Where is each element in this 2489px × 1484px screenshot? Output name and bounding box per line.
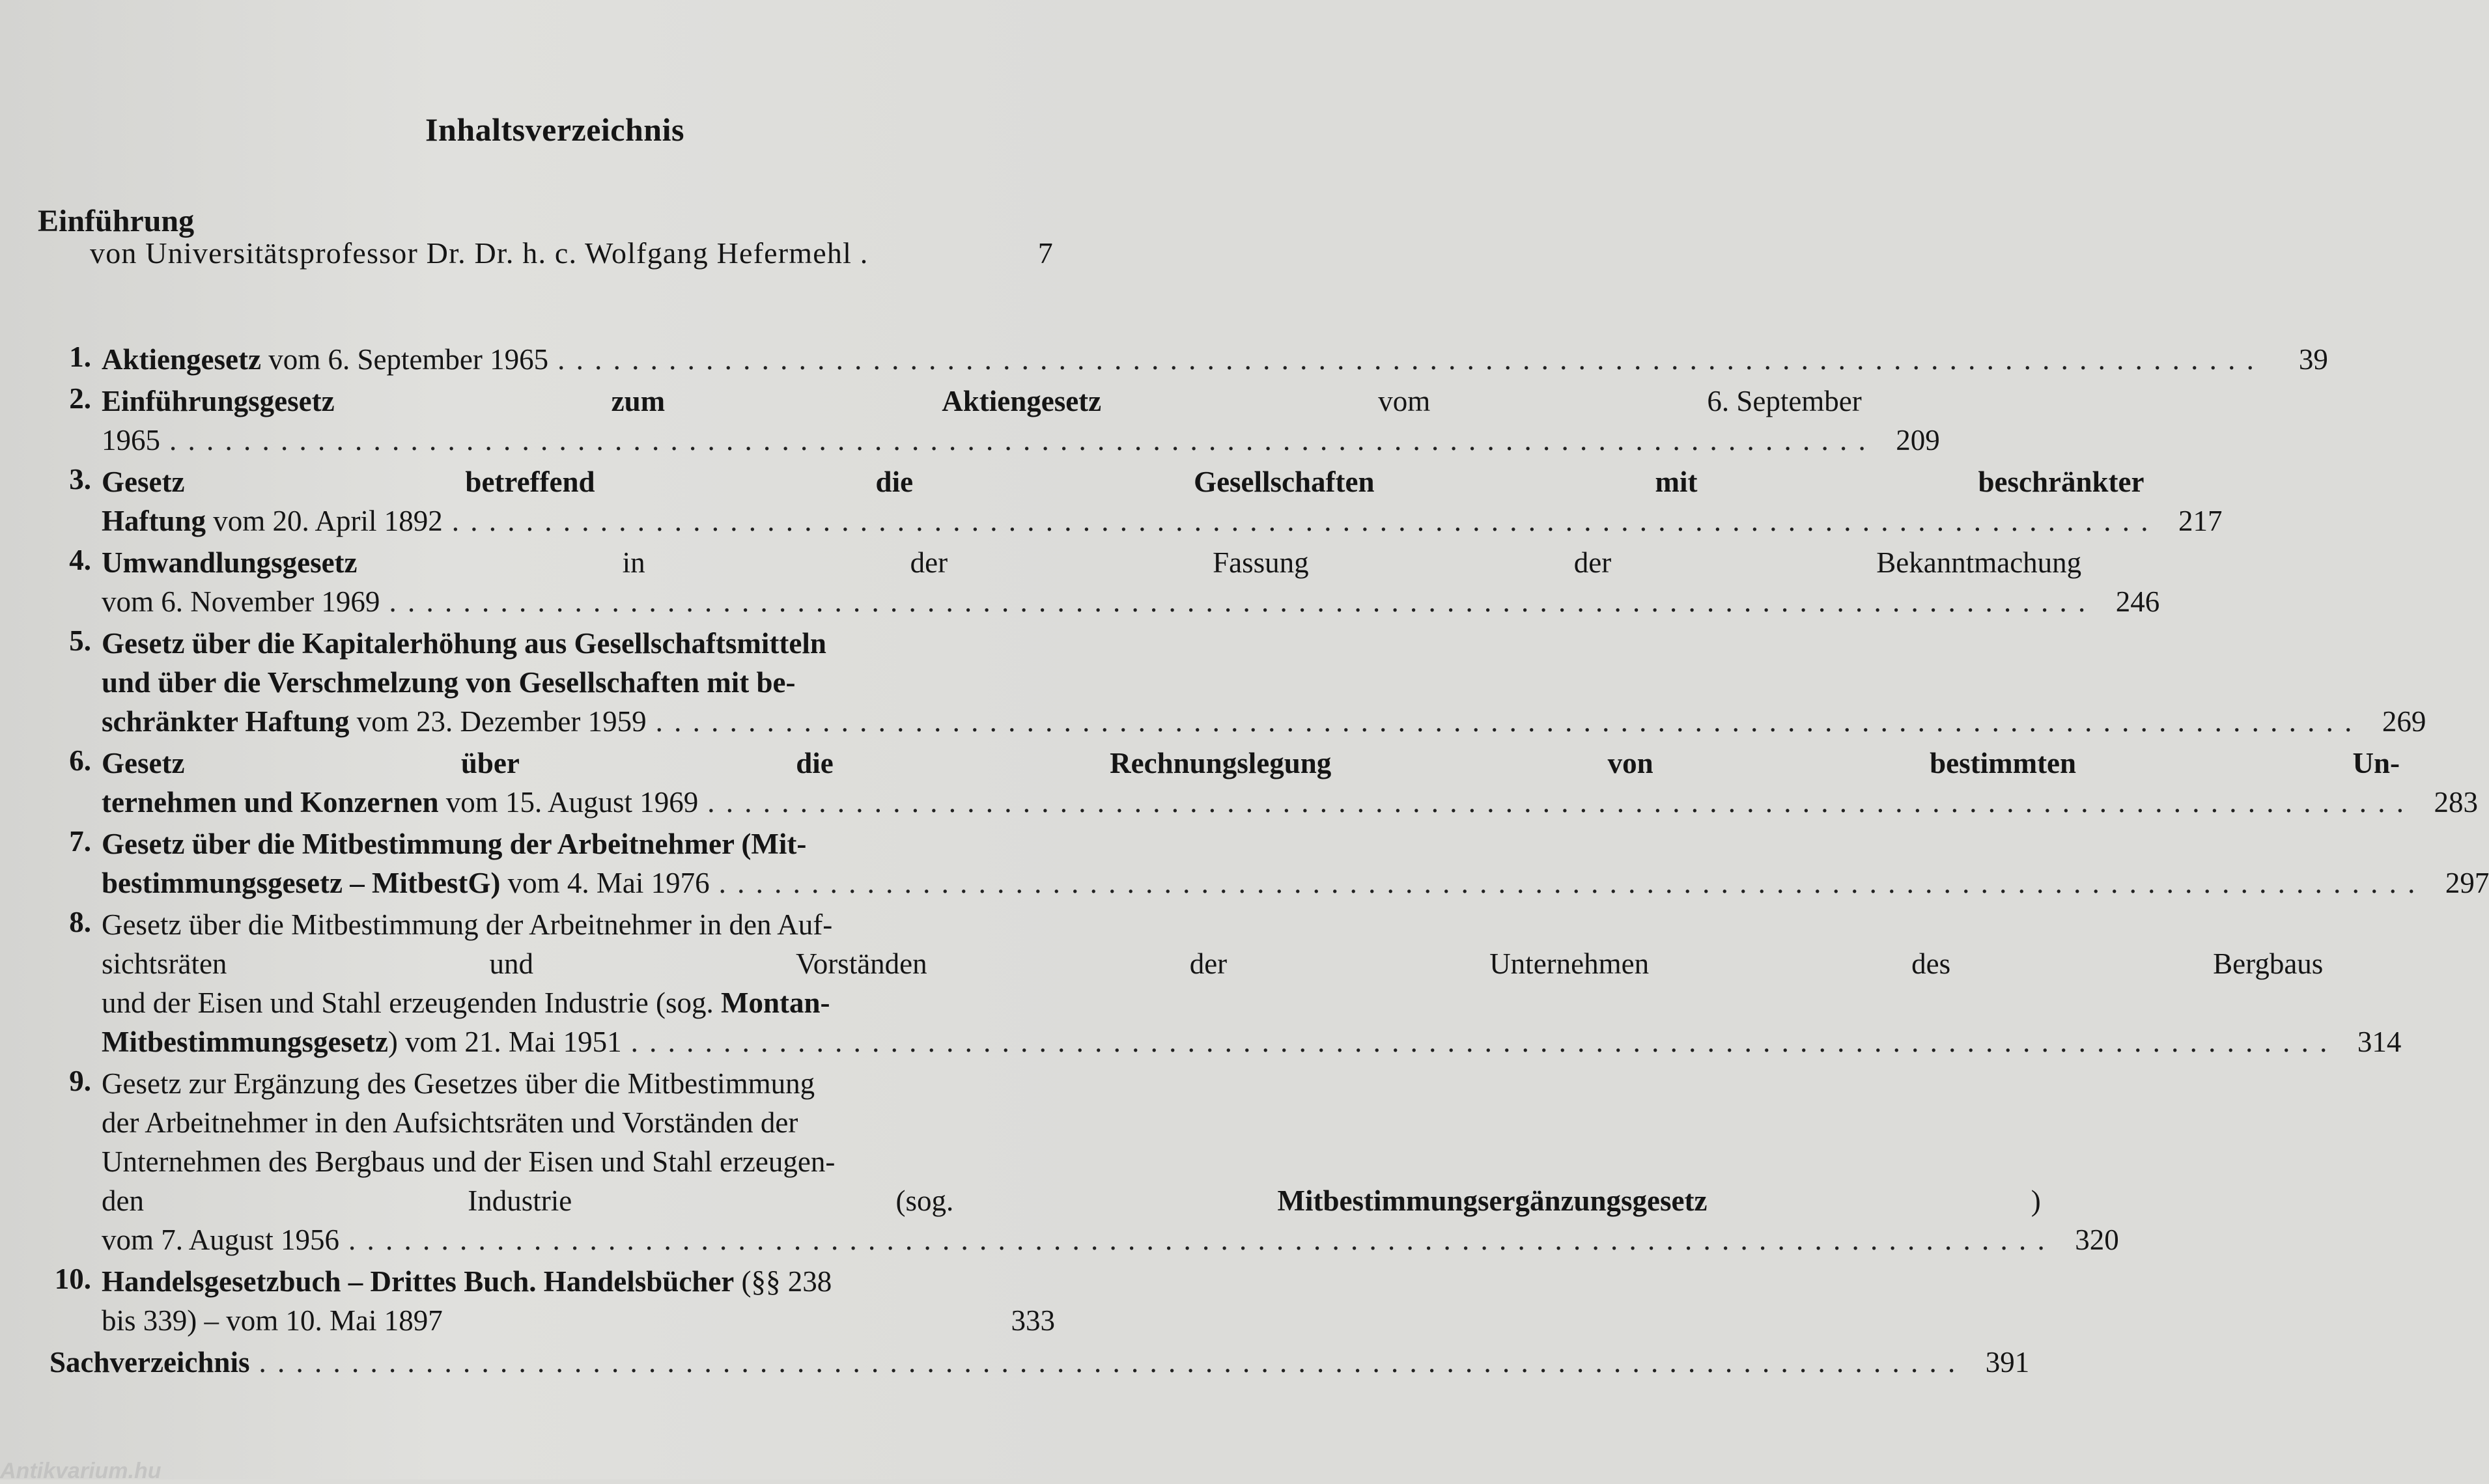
entry-text-run: der Arbeitnehmer in den Aufsichtsräten und Vorständen der: [102, 1106, 798, 1139]
entry-text-run: vom 4. Mai 1976: [500, 867, 710, 899]
entry-title-bold: zum: [611, 385, 666, 417]
entry-line-text: [102, 783, 698, 822]
entry-text-run: Unternehmen des Bergbaus und der Eisen und Stahl erzeugen-: [102, 1145, 836, 1178]
entry-line-text: [102, 421, 160, 460]
entry-line: [102, 382, 1940, 421]
entry-line-text: [102, 905, 832, 944]
entry-text-run: ) vom 21. Mai 1951: [387, 1026, 622, 1058]
toc-entry: [52, 905, 2402, 1061]
entry-line: [102, 824, 2489, 863]
dot-leader: [169, 421, 1866, 460]
toc-entry: [52, 624, 2426, 741]
dot-leader: [707, 783, 2404, 822]
entry-text-run: Gesetz zur Ergänzung des Gesetzes über die Mitbestimmung: [102, 1067, 815, 1100]
entry-line: [102, 905, 2401, 944]
entry-text-run: (§§ 238: [734, 1265, 832, 1298]
entry-line: [102, 340, 2328, 379]
entry-line: [102, 702, 2426, 741]
entry-text-run: (sog.: [895, 1184, 954, 1217]
entry-text-run: ): [2031, 1184, 2041, 1217]
entry-line: [102, 983, 2401, 1022]
dot-leader: [259, 1343, 1955, 1382]
entry-title-bold: Gesetz: [102, 466, 185, 498]
entry-text-run: Industrie: [468, 1184, 572, 1217]
entry-line: [102, 1103, 2119, 1142]
entry-title-bold: Mitbestimmungsgesetz: [102, 1026, 388, 1058]
entry-title-bold: Aktiengesetz: [942, 385, 1102, 417]
entry-text: [102, 462, 2223, 540]
entry-text-run: bis 339) – vom 10. Mai 1897: [102, 1304, 443, 1337]
entry-line: [102, 1064, 2119, 1103]
entry-line-text: [102, 1220, 339, 1259]
page-number: 283: [2434, 786, 2479, 819]
entry-title-bold: Gesetz über die Kapitalerhöhung aus Gesellschaftsmitteln: [102, 627, 826, 660]
entry-text-run: vom 15. August 1969: [438, 786, 699, 819]
entry-text: [102, 382, 1940, 460]
entry-title-bold: Mitbestimmungsergänzungsgesetz: [1277, 1184, 1708, 1217]
toc-entry: [52, 1262, 1055, 1340]
entry-line: [102, 1181, 2119, 1220]
entry-text-run: vom 20. April 1892: [206, 505, 443, 537]
entry-line: [102, 783, 2478, 822]
page-number: 246: [2115, 585, 2160, 618]
entry-text-run: und der Eisen und Stahl erzeugenden Industrie (sog.: [102, 987, 721, 1019]
entry-line: [102, 944, 2401, 983]
entry-title-bold: beschränkter: [1978, 466, 2144, 498]
page-number: 314: [2357, 1026, 2402, 1058]
page-number: 333: [1011, 1304, 1055, 1337]
entry-text-run: Unternehmen: [1489, 947, 1650, 980]
dot-leader: [631, 1022, 2327, 1061]
entry-line: [102, 1142, 2119, 1181]
entry-text-run: vom: [1378, 385, 1431, 417]
entry-text: [102, 1262, 1055, 1340]
entry-text-run: vom 7. August 1956: [102, 1224, 340, 1256]
page-number: 39: [2298, 343, 2328, 376]
entry-line: [102, 582, 2159, 621]
entry-title-bold: schränkter Haftung: [102, 705, 350, 738]
entry-text: [102, 340, 2328, 379]
entry-text-run: vom 6. November 1969: [102, 585, 380, 618]
entry-text-run: Fassung: [1213, 546, 1309, 579]
entry-title-bold: Montan-: [721, 987, 830, 1019]
entry-title-bold: Umwandlungsgesetz: [102, 546, 358, 579]
introduction-entry: [90, 236, 1054, 270]
dot-leader: [348, 1220, 2045, 1259]
entry-title-bold: die: [875, 466, 914, 498]
entry-text-run: der: [1189, 947, 1228, 980]
introduction-author: von Universitätsprofessor Dr. Dr. h. c. Wolfgang Hefermehl .: [90, 236, 869, 270]
entry-line-text: [102, 1022, 622, 1061]
entry-line: [102, 1220, 2119, 1259]
entry-line: [102, 501, 2223, 540]
entry-title-bold: und über die Verschmelzung von Gesellschaften mit be-: [102, 666, 796, 699]
entry-line: [102, 1022, 2401, 1061]
page-number: 269: [2382, 705, 2426, 738]
entry-text-run: und: [489, 947, 533, 980]
entry-line-text: [102, 501, 443, 540]
entry-line: [102, 462, 2223, 501]
entry-line-text: [102, 1301, 443, 1340]
entry-number: 2.: [69, 382, 91, 415]
entry-text-run: der: [910, 546, 948, 579]
entry-line: [102, 863, 2489, 903]
entry-title-bold: von: [1607, 747, 1653, 779]
entry-text-run: Bergbaus: [2213, 947, 2324, 980]
entry-title-bold: mit: [1655, 466, 1698, 498]
entry-number: 8.: [69, 906, 91, 938]
entry-title-bold: Aktiengesetz: [102, 343, 261, 376]
entry-line-text: [102, 1103, 798, 1142]
entry-text: [102, 543, 2159, 621]
entry-text-run: vom 23. Dezember 1959: [349, 705, 647, 738]
toc-entry: [52, 382, 1940, 460]
entry-text: [102, 1064, 2119, 1259]
page-number: 320: [2075, 1224, 2119, 1256]
toc-entry: [52, 824, 2489, 903]
page-number: 391: [1985, 1346, 2030, 1379]
dot-leader: [452, 501, 2148, 540]
entry-title-bold: Handelsgesetzbuch – Drittes Buch. Handelsbücher: [102, 1265, 735, 1298]
toc-entry: [52, 462, 2223, 540]
page-title: Inhaltsverzeichnis: [425, 111, 684, 148]
watermark-logo: Antikvarium.hu: [0, 1459, 162, 1483]
entry-title-bold: bestimmungsgesetz – MitbestG): [102, 867, 501, 899]
index-label: Sachverzeichnis: [49, 1346, 250, 1379]
entry-text-run: vom 6. September 1965: [260, 343, 549, 376]
entry-title-bold: bestimmten: [1930, 747, 2077, 779]
entry-line-text: [102, 824, 806, 863]
entry-line-text: [102, 1064, 815, 1103]
entry-title-bold: Gesetz: [102, 747, 185, 779]
entry-number: 10.: [54, 1263, 91, 1295]
toc-entry: [52, 340, 2328, 379]
entry-number: 7.: [69, 825, 91, 858]
dot-leader: [557, 340, 2254, 379]
entry-title-bold: Gesellschaften: [1194, 466, 1375, 498]
entry-line-text: [102, 340, 548, 379]
toc-entry: [52, 543, 2160, 621]
entry-title-bold: Einführungsgesetz: [102, 385, 335, 417]
dot-leader: [719, 863, 2415, 903]
entry-line: [102, 421, 1940, 460]
entry-text-run: Vorständen: [796, 947, 927, 980]
entry-line-text: [102, 702, 647, 741]
page-number: 209: [1896, 424, 1940, 456]
entry-title-bold: Rechnungslegung: [1110, 747, 1332, 779]
entry-text-run: sichtsräten: [102, 947, 227, 980]
entry-title-bold: die: [796, 747, 834, 779]
entry-number: 5.: [69, 624, 91, 657]
entry-number: 9.: [69, 1065, 91, 1097]
entry-line-text: [102, 663, 795, 702]
entry-text-run: in: [622, 546, 645, 579]
entry-number: 1.: [69, 341, 91, 373]
entry-line-text: [102, 983, 830, 1022]
entry-line: [102, 744, 2478, 783]
entry-text-run: Bekanntmachung: [1876, 546, 2082, 579]
entry-line: [102, 624, 2426, 663]
entry-number: 6.: [69, 744, 91, 777]
entry-text-run: der: [1573, 546, 1612, 579]
toc-entry: [52, 744, 2479, 822]
toc-entry: [52, 1064, 2119, 1259]
dot-leader: [389, 582, 2085, 621]
entry-title-bold: ternehmen und Konzernen: [102, 786, 439, 819]
page-number: 217: [2178, 505, 2223, 537]
entry-line: [102, 543, 2159, 582]
page-number: 297: [2445, 867, 2489, 899]
entry-number: 3.: [69, 463, 91, 496]
entry-line-text: [102, 863, 710, 903]
dot-leader: [656, 702, 2352, 741]
entry-line: [102, 663, 2426, 702]
entry-text: [102, 624, 2426, 741]
entry-text: [102, 905, 2401, 1061]
entry-text: [102, 744, 2478, 822]
entry-line: [102, 1301, 1055, 1340]
entry-text-run: 6. September: [1707, 385, 1862, 417]
entry-title-bold: betreffend: [465, 466, 595, 498]
introduction-heading: Einführung: [38, 204, 195, 238]
toc-list: [49, 340, 2489, 1382]
entry-text: [102, 824, 2489, 903]
entry-line-text: [102, 582, 380, 621]
entry-number: 4.: [69, 544, 91, 576]
entry-line: [102, 1262, 1055, 1301]
entry-line-text: [102, 1262, 832, 1301]
introduction-page: 7: [1037, 236, 1054, 270]
entry-title-bold: Haftung: [102, 505, 206, 537]
entry-title-bold: Un-: [2352, 747, 2400, 779]
entry-line-text: [102, 624, 826, 663]
entry-title-bold: Gesetz über die Mitbestimmung der Arbeitnehmer (Mit-: [102, 828, 807, 860]
entry-text-run: Gesetz über die Mitbestimmung der Arbeitnehmer in den Auf-: [102, 908, 833, 941]
entry-text-run: 1965: [102, 424, 160, 456]
entry-line-text: [102, 1142, 835, 1181]
entry-text-run: den: [102, 1184, 144, 1217]
index-entry: [49, 1343, 2030, 1382]
entry-title-bold: über: [460, 747, 520, 779]
entry-text-run: des: [1911, 947, 1951, 980]
